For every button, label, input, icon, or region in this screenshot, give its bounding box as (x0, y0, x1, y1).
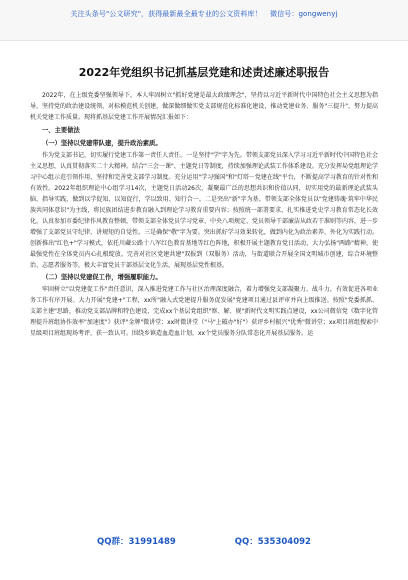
paragraph-2: 牢固树立"以党建促工作"责任意识，深入推进党建工作与社区治理深度融合，着力增强党支部凝聚力、战斗力，有效促进各项业务工作有序开展。大力开展"党建+"工程，xx所"融入式党建提升服务促发展"党建项目通过县评审并向上级推送。按照"党委抓抓、支部主建"思路，推动党支部品牌和特色建设，完成xx个基层党组织"察、解、规"新时代文明实践点建设，xx公司微信党《数字化管理提升班组协作效率"加速度"》获评"金牌"微讲堂；xx时微讲堂（"马"上破办"好"）获评乡村振兴"优秀"微讲堂；xx项目班组搜索中星级项目班组现场考评，获一致认可。围绕乡镇造血造血计划，xx个党员服务分队常态化开展基层服务。运 (30, 286, 378, 337)
subsection-heading-1: （一）坚持以党建带队建，提升政治素质。 (42, 140, 162, 147)
subsection-heading-2: （二）坚持以党建促工作，增强履职能力。 (42, 274, 162, 281)
intro-paragraph: 2022年，在上级党委坚强领导下，本人牢固树立"抓好党建是最大政绩理念"，坚持以习近平新时代中国特色社会主义思想为指导，坚持党的政治建设统领，对标模范机关创建，做深做细做实党支部规范化标准化建设，推动党建业务、服务"三提升"，努力提高机关党建工作质量。现将抓基层党建工作开展情况汇报如下： (30, 92, 378, 121)
banner-notice-line (0, 9, 408, 19)
paragraph-1: 作为党支部书记，切实履行党建工作第一责任人责任。一是坚持"学"字为先。带领支部党员深入学习习近平新时代中国特色社会主义思想，认真贯彻落实二十大精神。结合"三会一课"、主题党日等制度，持续加强理论武装工作体系建设。充分发挥局党组理论学习中心组示范引领作用，坚持和完善党支部学习制度。充分运用"学习强国"和"灯塔－党建在线"平台，不断提高学习教育的针对性和有效性。2022年组织理论中心组学习14次，主题党日活动26次，凝聚最广泛的思想共识和价值认同，切实用党的最新理论武装头脑、指导实践，做到以学促知、以知促行，学以致用、知行合一。二是突出"新"字为基。带领支部全体党员以"党建铸魂·筑牢中华民族共同体意识"为主线，将民族团结进步教育融入到理论学习教育重要内容；按照统一部署要求，扎实推进党史学习教育常态化长效化，认真参加市委纪律作风教育整顿，带领支部全体党员学习党章、中央八项规定、党员领导干部廉洁从政若干准则等内容，进一步增强了支部党员守纪律、讲规矩的自觉性。三是确保"敬"字为要。突出抓好学习效果转化，做到内化为政治素养、外化为实践行动。创新推出"红色+"学习模式，依托川藏公路十八军红色教育基地等红色阵地，积极开展主题教育党日活动，大力弘扬"两路"精神，使最强党性在全体党员内心扎根绽放。完善对社区党建共建"双报到（双服务）活动，与街道联合开展全国文明城市创建，综合环境整治、志愿者服务等，极大丰富党员干部基层文化生活，展现基层党性根基。 (30, 152, 379, 269)
footer-qq-group: QQ群：31991489 (97, 537, 176, 547)
document-page (30, 64, 378, 339)
banner-notice: 关注头条号"公文研究"，获得最新最全最专业的公文资料库！ (70, 10, 262, 18)
section-heading-main-practices: 一、主要做法 (42, 127, 80, 134)
footer-contact (0, 535, 408, 557)
footer-qq: QQ：535304092 (234, 537, 311, 547)
banner-wechat: 微信号：gongwenyj (270, 10, 338, 18)
top-banner (0, 0, 408, 41)
document-title: 2022年党组织书记抓基层党建和述责述廉述职报告 (78, 66, 330, 79)
